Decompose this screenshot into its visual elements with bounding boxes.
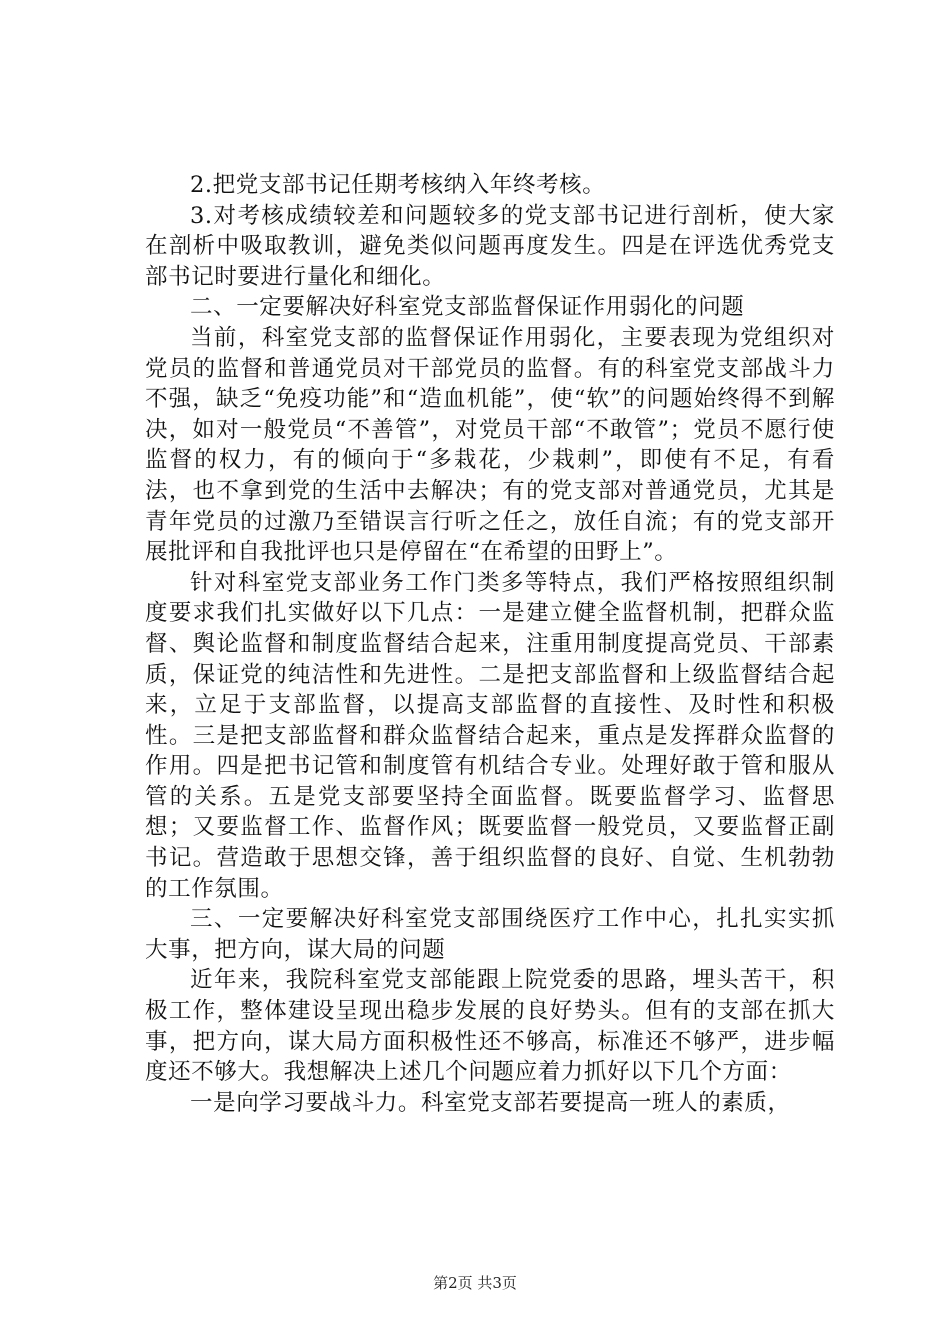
paragraph-analysis-item: 3.对考核成绩较差和问题较多的党支部书记进行剖析，使大家在剖析中吸取教训，避免类似问题再度发生。四是在评选优秀党支部书记时要进行量化和细化。 <box>145 202 835 290</box>
paragraph-supervision-measures: 针对科室党支部业务工作门类多等特点，我们严格按照组织制度要求我们扎实做好以下几点：一是建立健全监督机制，把群众监督、舆论监督和制度监督结合起来，注重用制度提高党员、干部素质，保证党的纯洁性和先进性。二是把支部监督和上级监督结合起来，立足于支部监督，以提高支部监督的直接性、及时性和积极性。三是把支部监督和群众监督结合起来，重点是发挥群众监督的作用。四是把书记管和制度管有机结合专业。处理好敢于管和服从管的关系。五是党支部要坚持全面监督。既要监督学习、监督思想；又要监督工作、监督作风；既要监督一般党员，又要监督正副书记。营造敢于思想交锋，善于组织监督的良好、自觉、生机勃勃的工作氛围。 <box>145 569 835 902</box>
document-body <box>145 170 835 1118</box>
paragraph-term-review-item: 2.把党支部书记任期考核纳入年终考核。 <box>190 172 606 198</box>
paragraph-study-strength: 一是向学习要战斗力。科室党支部若要提高一班人的素质， <box>190 1089 791 1116</box>
paragraph-recent-progress: 近年来，我院科室党支部能跟上院党委的思路，埋头苦干，积极工作，整体建设呈现出稳步发展的良好势头。但有的支部在抓大事，把方向，谋大局方面积极性还不够高，标准还不够严，进步幅度还不够大。我想解决上述几个问题应着力抓好以下几个方面： <box>145 967 835 1086</box>
paragraph-supervision-problems: 当前，科室党支部的监督保证作用弱化，主要表现为党组织对党员的监督和普通党员对干部党员的监督。有的科室党支部战斗力不强，缺乏“免疫功能”和“造血机能”，使“软”的问题始终得不到解决，如对一般党员“不善管”，对党员干部“不敢管”；党员不愿行使监督的权力，有的倾向于“多栽花，少栽刺”，即使有不足，有看法，也不拿到党的生活中去解决；有的党支部对普通党员，尤其是青年党员的过激乃至错误言行听之任之，放任自流；有的党支部开展批评和自我批评也只是停留在“在希望的田野上”。 <box>145 324 835 566</box>
section-heading-supervision: 二、一定要解决好科室党支部监督保证作用弱化的问题 <box>190 294 745 321</box>
section-heading-medical-center: 三、一定要解决好科室党支部围绕医疗工作中心，扎扎实实抓大事，把方向，谋大局的问题 <box>145 906 835 963</box>
page-number-footer: 第2页 共3页 <box>433 1274 517 1292</box>
